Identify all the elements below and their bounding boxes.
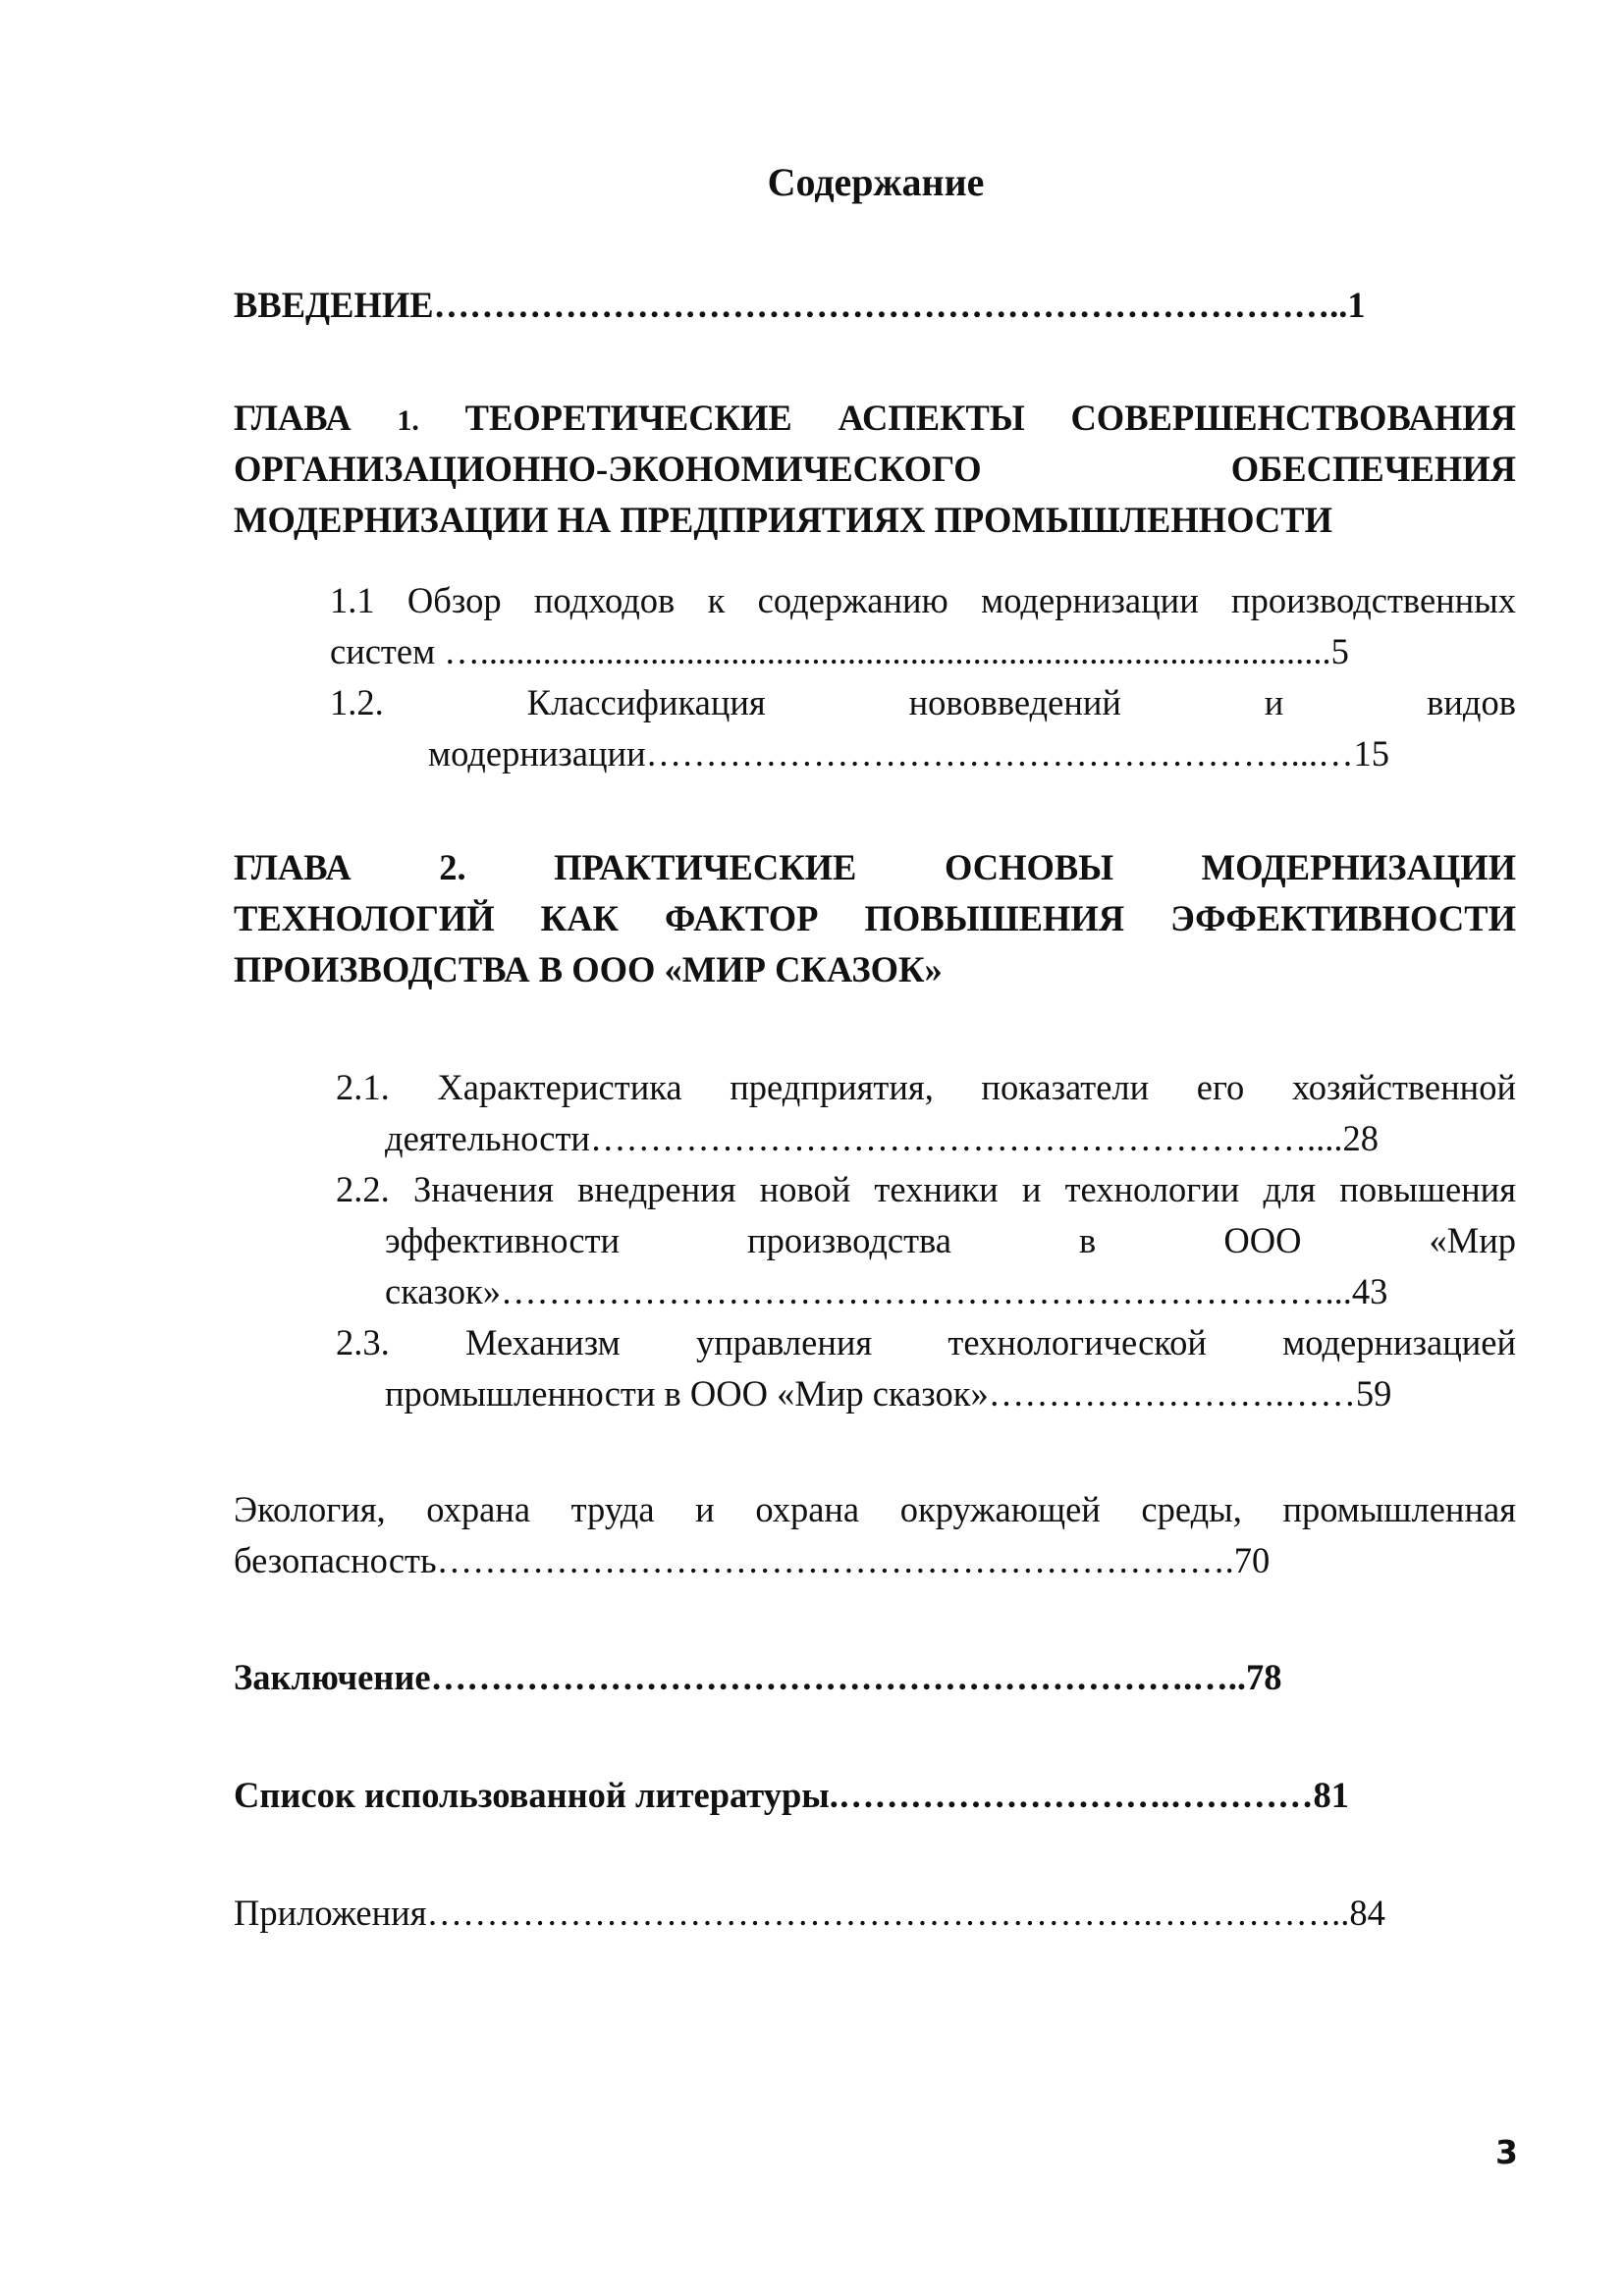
toc-entry-appendix[interactable]: Приложения…………………………………………………….……………..84 xyxy=(234,1893,1385,1933)
chapter-1-number: 1. xyxy=(397,404,419,437)
page-title: Содержание xyxy=(767,160,985,204)
toc-entry-conclusion[interactable]: Заключение……………………………………………………….…..78 xyxy=(234,1657,1282,1697)
toc-chapter-1-line-2[interactable]: ОРГАНИЗАЦИОННО-ЭКОНОМИЧЕСКОГО ОБЕСПЕЧЕНИЯ xyxy=(234,449,1516,489)
toc-chapter-2-line-1[interactable]: ГЛАВА 2. ПРАКТИЧЕСКИЕ ОСНОВЫ МОДЕРНИЗАЦИИ xyxy=(234,847,1516,887)
toc-entry-1-2-line-2[interactable]: модернизации………………………………………………...…15 xyxy=(428,733,1389,774)
toc-entry-2-2-line-3[interactable]: сказок»……………………………………………………………...43 xyxy=(385,1271,1388,1311)
toc-entry-intro[interactable]: ВВЕДЕНИЕ…………………………………………………………………..1 xyxy=(234,285,1366,325)
toc-entry-2-2-line-2[interactable]: эффективности производства в ООО «Мир xyxy=(385,1220,1516,1260)
chapter-1-label: ГЛАВА xyxy=(234,398,398,438)
toc-entry-1-1-line-2[interactable]: систем …...............................................................................................5 xyxy=(330,631,1349,671)
toc-entry-2-3-line-1[interactable]: 2.3. Механизм управления технологической модернизацией xyxy=(336,1322,1516,1362)
toc-chapter-2-line-3[interactable]: ПРОИЗВОДСТВА В ООО «МИР СКАЗОК» xyxy=(234,949,943,989)
toc-entry-2-1-line-2[interactable]: деятельности……………………………………………………....28 xyxy=(385,1118,1379,1158)
toc-entry-references[interactable]: Список использованной литературы.……………………….…………81 xyxy=(234,1775,1350,1815)
toc-entry-ecology-line-2[interactable]: безопасность………………………………………………………….70 xyxy=(234,1540,1271,1580)
toc-entry-2-1-line-1[interactable]: 2.1. Характеристика предприятия, показатели его хозяйственной xyxy=(336,1067,1516,1107)
toc-entry-2-3-line-2[interactable]: промышленности в ООО «Мир сказок»…………………….……59 xyxy=(385,1373,1392,1414)
toc-entry-1-2-line-1[interactable]: 1.2. Классификация нововведений и видов xyxy=(330,682,1516,722)
chapter-1-title-part: ТЕОРЕТИЧЕСКИЕ АСПЕКТЫ СОВЕРШЕНСТВОВАНИЯ xyxy=(418,398,1516,438)
toc-entry-ecology-line-1[interactable]: Экология, охрана труда и охрана окружающей среды, промышленная xyxy=(234,1489,1516,1529)
toc-chapter-1-line-3[interactable]: МОДЕРНИЗАЦИИ НА ПРЕДПРИЯТИЯХ ПРОМЫШЛЕННОСТИ xyxy=(234,500,1333,540)
page-number: 3 xyxy=(1495,2133,1518,2171)
toc-entry-2-2-line-1[interactable]: 2.2. Значения внедрения новой техники и технологии для повышения xyxy=(336,1169,1516,1209)
toc-entry-1-1-line-1[interactable]: 1.1 Обзор подходов к содержанию модернизации производственных xyxy=(330,580,1516,620)
toc-chapter-2-line-2[interactable]: ТЕХНОЛОГИЙ КАК ФАКТОР ПОВЫШЕНИЯ ЭФФЕКТИВНОСТИ xyxy=(234,898,1516,938)
toc-chapter-1-line-1[interactable] xyxy=(234,400,1516,437)
